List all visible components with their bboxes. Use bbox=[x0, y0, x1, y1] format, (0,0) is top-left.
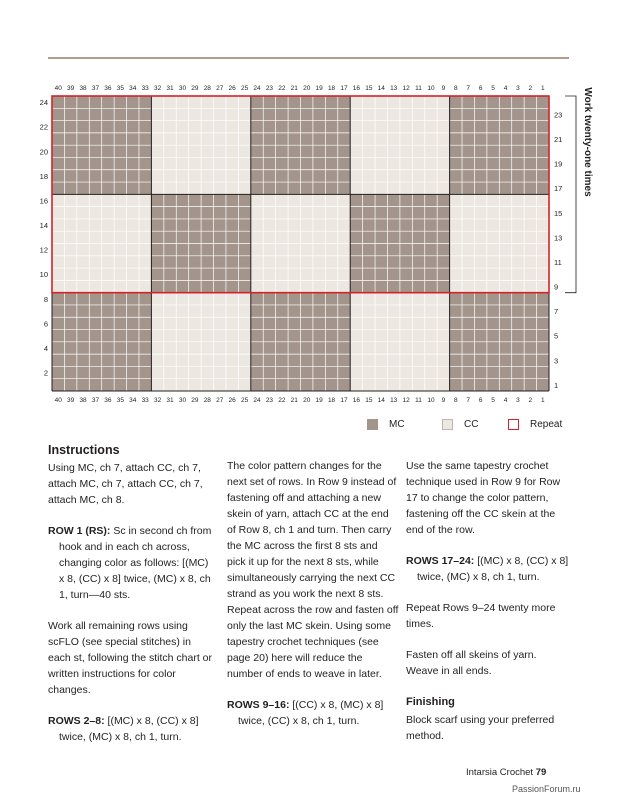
svg-text:7: 7 bbox=[466, 397, 471, 404]
column-numbers-bottom bbox=[55, 397, 545, 404]
svg-text:32: 32 bbox=[153, 397, 162, 404]
svg-text:19: 19 bbox=[315, 85, 323, 92]
svg-text:22: 22 bbox=[39, 122, 48, 132]
svg-text:2: 2 bbox=[43, 368, 48, 378]
instructions-column-3 bbox=[406, 458, 570, 759]
svg-text:36: 36 bbox=[104, 397, 112, 404]
repeat-swatch bbox=[508, 419, 519, 430]
finishing-heading: Finishing bbox=[406, 696, 455, 708]
intro-paragraph: Using MC, ch 7, attach CC, ch 7, attach MC, ch 7, attach CC, ch 7, attach MC, ch 8. bbox=[48, 462, 203, 506]
legend-cc bbox=[442, 419, 478, 430]
repeat-bracket bbox=[565, 96, 576, 293]
svg-text:13: 13 bbox=[390, 397, 398, 404]
chart-legend bbox=[367, 419, 567, 435]
legend-repeat bbox=[508, 419, 562, 430]
svg-text:20: 20 bbox=[303, 397, 311, 404]
svg-text:1: 1 bbox=[554, 380, 559, 390]
svg-text:26: 26 bbox=[228, 85, 236, 92]
svg-text:5: 5 bbox=[554, 331, 559, 341]
repeat-side-label: Work twenty-one times bbox=[582, 87, 593, 197]
svg-text:27: 27 bbox=[216, 85, 224, 92]
svg-text:6: 6 bbox=[478, 397, 483, 404]
svg-text:33: 33 bbox=[141, 397, 149, 404]
svg-text:9: 9 bbox=[441, 397, 446, 404]
svg-text:31: 31 bbox=[166, 397, 174, 404]
svg-text:34: 34 bbox=[129, 85, 137, 92]
page-number: 79 bbox=[535, 767, 547, 778]
fasten-paragraph: Fasten off all skeins of yarn. Weave in all ends. bbox=[406, 649, 537, 677]
svg-text:23: 23 bbox=[554, 110, 563, 120]
svg-text:17: 17 bbox=[554, 184, 563, 194]
repeat-paragraph: Repeat Rows 9–24 twenty more times. bbox=[406, 602, 556, 630]
row1-rest: hook and in each ch across, changing color as follows: [(MC) x 8, (CC) x 8] twice, (MC) x 8, ch 1, turn—40 sts. bbox=[59, 541, 211, 601]
rows17-24-label: ROWS 17–24: bbox=[406, 555, 475, 567]
mc-swatch bbox=[367, 419, 378, 430]
svg-text:25: 25 bbox=[240, 85, 249, 92]
svg-text:35: 35 bbox=[116, 397, 124, 404]
col3-paragraph: Use the same tapestry crochet technique used in Row 9 for Row 17 to change the color pattern, fastening off the CC skein at the end of the row. bbox=[406, 460, 561, 536]
svg-text:37: 37 bbox=[91, 397, 100, 404]
svg-text:23: 23 bbox=[265, 85, 274, 92]
svg-text:29: 29 bbox=[191, 397, 199, 404]
svg-text:21: 21 bbox=[290, 85, 298, 92]
svg-text:26: 26 bbox=[228, 397, 236, 404]
svg-text:28: 28 bbox=[203, 397, 211, 404]
svg-text:34: 34 bbox=[129, 397, 137, 404]
svg-text:12: 12 bbox=[402, 397, 410, 404]
svg-text:29: 29 bbox=[191, 85, 199, 92]
col2-paragraph: The color pattern changes for the next set of rows. In Row 9 instead of fastening off and attaching a new skein of yarn, attach CC at the end of Row 8, ch 1 and turn. Then carry the MC across the first 8 sts and pick it up for the next 8 sts, while simultaneously carrying the next CC strand as you work the next 8 sts. Repeat across the row and fasten off only the last MC skein. Using some tapestry crochet techniques (see page 20) here will reduce the number of ends to weave in later. bbox=[227, 460, 399, 680]
rows17-24-instructions bbox=[406, 553, 570, 585]
rows9-16-label: ROWS 9–16: bbox=[227, 699, 290, 711]
legend-cc-label: CC bbox=[464, 419, 479, 430]
svg-text:3: 3 bbox=[516, 397, 520, 404]
svg-text:10: 10 bbox=[427, 397, 435, 404]
rows17-24-text: [(MC) x 8, (CC) x 8] twice, (MC) x 8, ch 1, turn. bbox=[417, 555, 569, 583]
svg-text:5: 5 bbox=[491, 397, 495, 404]
svg-text:30: 30 bbox=[178, 397, 187, 404]
svg-text:7: 7 bbox=[466, 85, 471, 92]
work-remaining-paragraph: Work all remaining rows using scFLO (see special stitches) in each st, following the stitch chart or written instructions for color changes. bbox=[48, 620, 212, 696]
svg-text:36: 36 bbox=[104, 85, 112, 92]
svg-text:7: 7 bbox=[554, 307, 559, 317]
svg-text:6: 6 bbox=[43, 319, 48, 329]
cc-swatch bbox=[442, 419, 453, 430]
rows2-8-text: [(MC) x 8, (CC) x 8] twice, (MC) x 8, ch 1, turn. bbox=[59, 715, 199, 743]
svg-text:35: 35 bbox=[116, 85, 124, 92]
svg-text:17: 17 bbox=[340, 397, 348, 404]
svg-text:38: 38 bbox=[79, 85, 87, 92]
svg-text:4: 4 bbox=[43, 343, 48, 353]
svg-text:3: 3 bbox=[554, 356, 559, 366]
svg-text:24: 24 bbox=[253, 85, 261, 92]
svg-text:40: 40 bbox=[54, 397, 62, 404]
row1-instructions bbox=[48, 523, 216, 603]
instructions-heading: Instructions bbox=[48, 443, 120, 457]
svg-text:15: 15 bbox=[365, 397, 373, 404]
svg-text:11: 11 bbox=[415, 397, 422, 404]
row1-label: ROW 1 (RS): bbox=[48, 525, 111, 537]
svg-text:14: 14 bbox=[377, 397, 385, 404]
legend-repeat-label: Repeat bbox=[530, 419, 563, 430]
svg-text:15: 15 bbox=[365, 85, 373, 92]
footer-title: Intarsia Crochet bbox=[466, 767, 534, 778]
svg-text:10: 10 bbox=[39, 270, 48, 280]
row-numbers-left bbox=[40, 98, 48, 377]
instructions-column-1 bbox=[48, 442, 216, 760]
svg-text:9: 9 bbox=[441, 85, 446, 92]
rows9-16-instructions bbox=[227, 697, 399, 729]
svg-text:23: 23 bbox=[265, 397, 274, 404]
svg-text:5: 5 bbox=[491, 85, 495, 92]
svg-text:11: 11 bbox=[554, 257, 562, 267]
svg-text:39: 39 bbox=[67, 397, 75, 404]
svg-text:19: 19 bbox=[554, 159, 563, 169]
svg-text:20: 20 bbox=[39, 147, 48, 157]
svg-text:22: 22 bbox=[278, 397, 286, 404]
legend-mc-label: MC bbox=[389, 419, 405, 430]
svg-text:16: 16 bbox=[352, 85, 361, 92]
watermark: PassionForum.ru bbox=[512, 784, 581, 794]
rows2-8-instructions bbox=[48, 713, 216, 745]
svg-text:4: 4 bbox=[503, 397, 508, 404]
chart-minor-lines bbox=[52, 96, 549, 391]
svg-text:12: 12 bbox=[39, 245, 48, 255]
svg-text:39: 39 bbox=[67, 85, 75, 92]
svg-text:13: 13 bbox=[554, 233, 563, 243]
legend-mc bbox=[367, 419, 405, 430]
svg-text:8: 8 bbox=[454, 85, 458, 92]
svg-text:38: 38 bbox=[79, 397, 87, 404]
svg-text:16: 16 bbox=[352, 397, 361, 404]
svg-text:25: 25 bbox=[240, 397, 249, 404]
svg-text:18: 18 bbox=[39, 171, 48, 181]
svg-text:14: 14 bbox=[39, 221, 48, 231]
rows2-8-label: ROWS 2–8: bbox=[48, 715, 105, 727]
svg-text:1: 1 bbox=[540, 397, 545, 404]
finishing-text: Block scarf using your preferred method. bbox=[406, 714, 555, 742]
svg-text:2: 2 bbox=[528, 397, 533, 404]
svg-text:4: 4 bbox=[503, 85, 508, 92]
svg-text:27: 27 bbox=[216, 397, 224, 404]
svg-text:17: 17 bbox=[340, 85, 348, 92]
svg-text:21: 21 bbox=[290, 397, 298, 404]
svg-text:20: 20 bbox=[303, 85, 311, 92]
svg-text:19: 19 bbox=[315, 397, 323, 404]
svg-text:24: 24 bbox=[253, 397, 261, 404]
svg-text:2: 2 bbox=[528, 85, 533, 92]
svg-text:8: 8 bbox=[43, 294, 48, 304]
svg-text:24: 24 bbox=[39, 98, 48, 108]
svg-text:31: 31 bbox=[166, 85, 174, 92]
svg-text:30: 30 bbox=[178, 85, 187, 92]
svg-text:1: 1 bbox=[540, 85, 545, 92]
page-footer bbox=[466, 767, 546, 778]
column-numbers-top bbox=[55, 85, 545, 92]
svg-text:6: 6 bbox=[478, 85, 483, 92]
svg-text:14: 14 bbox=[377, 85, 385, 92]
svg-text:33: 33 bbox=[141, 85, 149, 92]
svg-text:12: 12 bbox=[402, 85, 410, 92]
svg-text:10: 10 bbox=[427, 85, 435, 92]
svg-text:18: 18 bbox=[327, 397, 336, 404]
svg-text:21: 21 bbox=[554, 135, 563, 145]
svg-text:37: 37 bbox=[91, 85, 100, 92]
svg-text:11: 11 bbox=[415, 85, 422, 92]
svg-text:9: 9 bbox=[554, 282, 559, 292]
svg-text:18: 18 bbox=[327, 85, 336, 92]
svg-text:15: 15 bbox=[554, 208, 563, 218]
svg-text:32: 32 bbox=[153, 85, 162, 92]
svg-text:22: 22 bbox=[278, 85, 286, 92]
svg-text:8: 8 bbox=[454, 397, 458, 404]
instructions-column-2 bbox=[227, 458, 399, 744]
svg-text:40: 40 bbox=[54, 85, 62, 92]
svg-text:28: 28 bbox=[203, 85, 211, 92]
row-numbers-right bbox=[554, 110, 562, 389]
svg-text:16: 16 bbox=[39, 196, 48, 206]
svg-text:13: 13 bbox=[390, 85, 398, 92]
svg-text:3: 3 bbox=[516, 85, 520, 92]
row1-first-line: Sc in second ch from bbox=[110, 525, 212, 537]
rows9-16-text: [(CC) x 8, (MC) x 8] twice, (CC) x 8, ch 1, turn. bbox=[238, 699, 384, 727]
